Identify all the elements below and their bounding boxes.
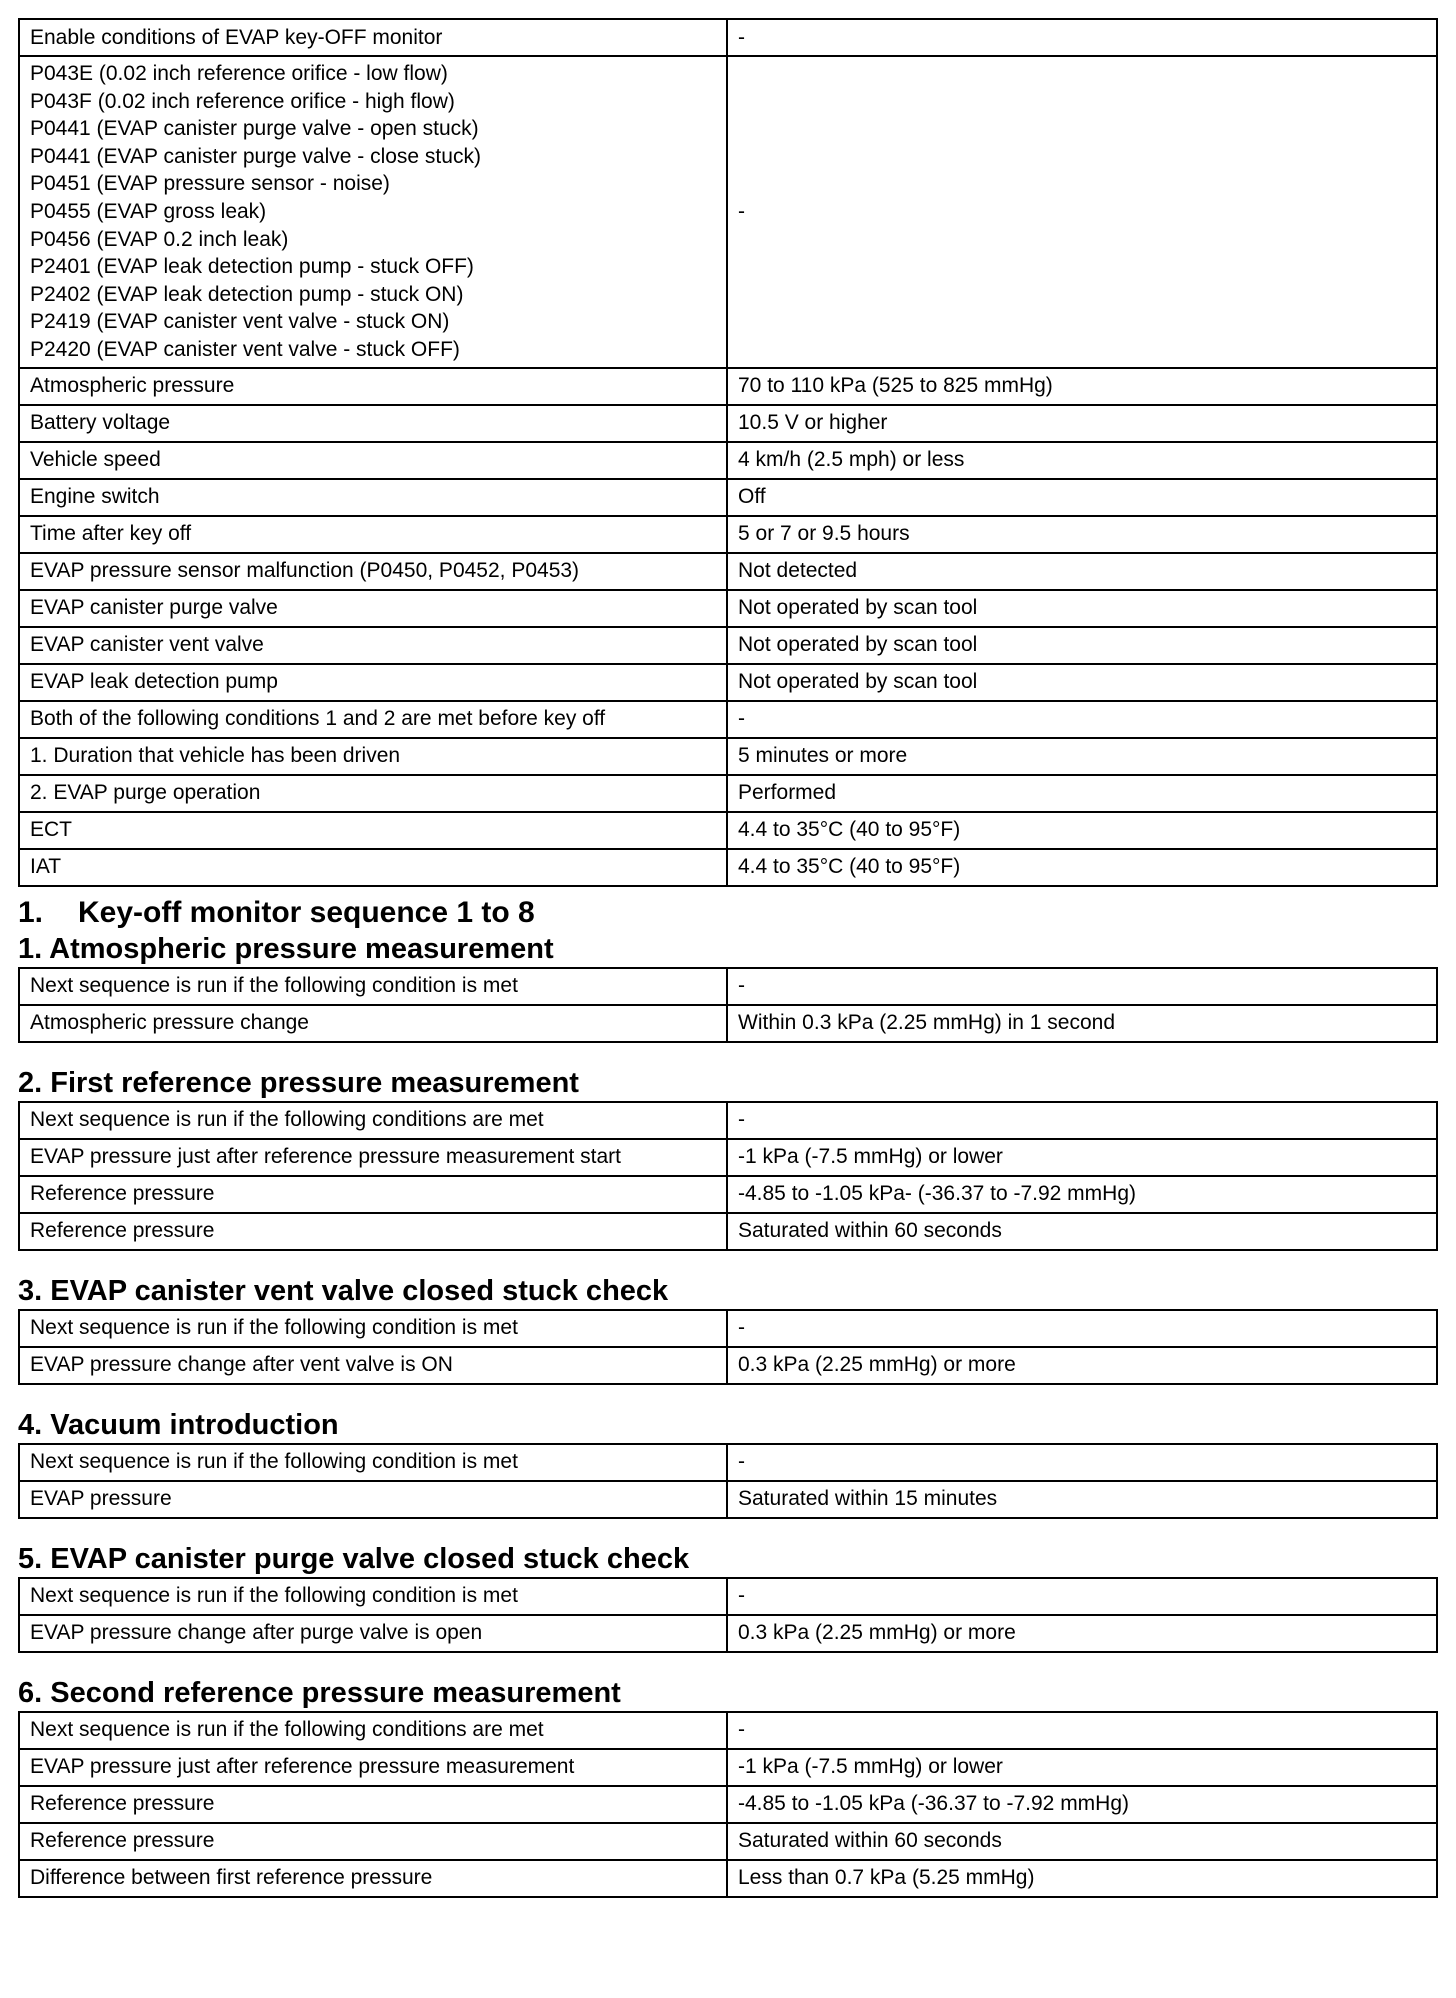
condition-label: ECT <box>19 812 727 849</box>
condition-label: Next sequence is run if the following condition is met <box>19 968 727 1005</box>
section-heading: 1. Atmospheric pressure measurement <box>18 932 554 965</box>
condition-value: - <box>727 1578 1437 1615</box>
table-row <box>19 1860 1437 1897</box>
condition-label: Reference pressure <box>19 1786 727 1823</box>
condition-value: -1 kPa (-7.5 mmHg) or lower <box>727 1749 1437 1786</box>
table-row <box>19 1102 1437 1139</box>
condition-value: 0.3 kPa (2.25 mmHg) or more <box>727 1615 1437 1652</box>
section-table <box>18 1309 1438 1385</box>
table-row <box>19 1578 1437 1615</box>
condition-label: Vehicle speed <box>19 442 727 479</box>
condition-label: Next sequence is run if the following conditions are met <box>19 1712 727 1749</box>
condition-value: Saturated within 60 seconds <box>727 1213 1437 1250</box>
dtc-item: P0441 (EVAP canister purge valve - open stuck) <box>30 117 479 141</box>
condition-value: Less than 0.7 kPa (5.25 mmHg) <box>727 1860 1437 1897</box>
condition-label: Next sequence is run if the following conditions are met <box>19 1102 727 1139</box>
section-table <box>18 1101 1438 1251</box>
table-row <box>19 775 1437 812</box>
table-row <box>19 1005 1437 1042</box>
condition-label: Time after key off <box>19 516 727 553</box>
table-row <box>19 1139 1437 1176</box>
condition-label: EVAP canister purge valve <box>19 590 727 627</box>
table-row <box>19 56 1437 368</box>
document-page <box>18 18 1436 1898</box>
section-heading: 6. Second reference pressure measurement <box>18 1676 621 1709</box>
section-table <box>18 1711 1438 1898</box>
condition-label: 1. Duration that vehicle has been driven <box>19 738 727 775</box>
condition-label: EVAP pressure change after purge valve is open <box>19 1615 727 1652</box>
dtc-item: P043F (0.02 inch reference orifice - high flow) <box>30 89 455 113</box>
table-row <box>19 849 1437 886</box>
sequence-number: 1. <box>18 895 44 929</box>
condition-value: 70 to 110 kPa (525 to 825 mmHg) <box>727 368 1437 405</box>
dtc-item: P2419 (EVAP canister vent valve - stuck ON) <box>30 310 450 334</box>
table-row <box>19 1786 1437 1823</box>
table-row <box>19 1712 1437 1749</box>
condition-value: 4.4 to 35°C (40 to 95°F) <box>727 849 1437 886</box>
table-row <box>19 590 1437 627</box>
condition-value: - <box>727 1310 1437 1347</box>
dtc-item: P2420 (EVAP canister vent valve - stuck OFF) <box>30 337 460 361</box>
condition-label: EVAP canister vent valve <box>19 627 727 664</box>
table-row <box>19 19 1437 56</box>
dtc-item: P0451 (EVAP pressure sensor - noise) <box>30 172 390 196</box>
condition-value: -4.85 to -1.05 kPa (-36.37 to -7.92 mmHg) <box>727 1786 1437 1823</box>
condition-label: Difference between first reference pressure <box>19 1860 727 1897</box>
dtc-item: P0455 (EVAP gross leak) <box>30 199 267 223</box>
section-table <box>18 1577 1438 1653</box>
section-table <box>18 967 1438 1043</box>
table-row <box>19 738 1437 775</box>
condition-value: - <box>727 1444 1437 1481</box>
condition-value: -1 kPa (-7.5 mmHg) or lower <box>727 1139 1437 1176</box>
spacer <box>18 1519 1436 1541</box>
condition-value: - <box>727 19 1437 56</box>
condition-label: EVAP leak detection pump <box>19 664 727 701</box>
condition-label: Next sequence is run if the following condition is met <box>19 1578 727 1615</box>
spacer <box>18 1385 1436 1407</box>
condition-value: 4 km/h (2.5 mph) or less <box>727 442 1437 479</box>
table-row <box>19 627 1437 664</box>
table-row <box>19 701 1437 738</box>
condition-label: EVAP pressure change after vent valve is ON <box>19 1347 727 1384</box>
condition-label: Atmospheric pressure change <box>19 1005 727 1042</box>
condition-label: EVAP pressure just after reference pressure measurement <box>19 1749 727 1786</box>
condition-value: 5 minutes or more <box>727 738 1437 775</box>
table-row <box>19 664 1437 701</box>
condition-value: - <box>727 968 1437 1005</box>
table-row <box>19 368 1437 405</box>
table-row <box>19 516 1437 553</box>
condition-value: Not operated by scan tool <box>727 590 1437 627</box>
condition-label: EVAP pressure <box>19 1481 727 1518</box>
condition-value: - <box>727 1102 1437 1139</box>
condition-label: Reference pressure <box>19 1213 727 1250</box>
condition-value: Performed <box>727 775 1437 812</box>
section-heading: 3. EVAP canister vent valve closed stuck check <box>18 1274 669 1307</box>
condition-value: - <box>727 56 1437 368</box>
condition-value: - <box>727 1712 1437 1749</box>
condition-label: EVAP pressure just after reference pressure measurement start <box>19 1139 727 1176</box>
table-row <box>19 479 1437 516</box>
table-row <box>19 1310 1437 1347</box>
table-row <box>19 553 1437 590</box>
condition-value: - <box>727 701 1437 738</box>
condition-value: Saturated within 60 seconds <box>727 1823 1437 1860</box>
table-row <box>19 1176 1437 1213</box>
spacer <box>18 1043 1436 1065</box>
condition-value: Not operated by scan tool <box>727 627 1437 664</box>
table-row <box>19 968 1437 1005</box>
section-heading: 5. EVAP canister purge valve closed stuck check <box>18 1542 690 1575</box>
table-row <box>19 1444 1437 1481</box>
condition-label: Reference pressure <box>19 1176 727 1213</box>
dtc-item: P0441 (EVAP canister purge valve - close stuck) <box>30 144 481 168</box>
condition-value: 10.5 V or higher <box>727 405 1437 442</box>
dtc-item: P043E (0.02 inch reference orifice - low flow) <box>30 62 448 85</box>
condition-value: 5 or 7 or 9.5 hours <box>727 516 1437 553</box>
dtc-item: P0456 (EVAP 0.2 inch leak) <box>30 227 289 251</box>
table-row <box>19 1213 1437 1250</box>
condition-value: Off <box>727 479 1437 516</box>
condition-label: Next sequence is run if the following condition is met <box>19 1310 727 1347</box>
condition-label: Battery voltage <box>19 405 727 442</box>
enable-conditions-table <box>18 18 1438 887</box>
condition-label: Reference pressure <box>19 1823 727 1860</box>
condition-value: 0.3 kPa (2.25 mmHg) or more <box>727 1347 1437 1384</box>
table-row <box>19 1347 1437 1384</box>
table-row <box>19 812 1437 849</box>
table-row <box>19 1823 1437 1860</box>
condition-value: 4.4 to 35°C (40 to 95°F) <box>727 812 1437 849</box>
condition-label: Atmospheric pressure <box>19 368 727 405</box>
dtc-list-cell <box>19 56 727 368</box>
sequence-heading <box>18 895 1436 931</box>
condition-label: IAT <box>19 849 727 886</box>
condition-value: Not operated by scan tool <box>727 664 1437 701</box>
dtc-item: P2401 (EVAP leak detection pump - stuck OFF) <box>30 255 474 279</box>
table-row <box>19 1481 1437 1518</box>
dtc-item: P2402 (EVAP leak detection pump - stuck ON) <box>30 282 464 306</box>
spacer <box>18 1653 1436 1675</box>
condition-value: -4.85 to -1.05 kPa- (-36.37 to -7.92 mmHg) <box>727 1176 1437 1213</box>
section-heading: 4. Vacuum introduction <box>18 1408 339 1441</box>
condition-label: Engine switch <box>19 479 727 516</box>
condition-value: Not detected <box>727 553 1437 590</box>
section-heading: 2. First reference pressure measurement <box>18 1066 579 1099</box>
section-table <box>18 1443 1438 1519</box>
sequence-title: Key-off monitor sequence 1 to 8 <box>78 895 535 929</box>
condition-label: Both of the following conditions 1 and 2 are met before key off <box>19 701 727 738</box>
table-row <box>19 1615 1437 1652</box>
condition-label: Enable conditions of EVAP key-OFF monitor <box>19 19 727 56</box>
condition-label: 2. EVAP purge operation <box>19 775 727 812</box>
table-row <box>19 1749 1437 1786</box>
table-row <box>19 442 1437 479</box>
condition-value: Within 0.3 kPa (2.25 mmHg) in 1 second <box>727 1005 1437 1042</box>
condition-label: Next sequence is run if the following condition is met <box>19 1444 727 1481</box>
condition-value: Saturated within 15 minutes <box>727 1481 1437 1518</box>
condition-label: EVAP pressure sensor malfunction (P0450, P0452, P0453) <box>19 553 727 590</box>
spacer <box>18 1251 1436 1273</box>
table-row <box>19 405 1437 442</box>
